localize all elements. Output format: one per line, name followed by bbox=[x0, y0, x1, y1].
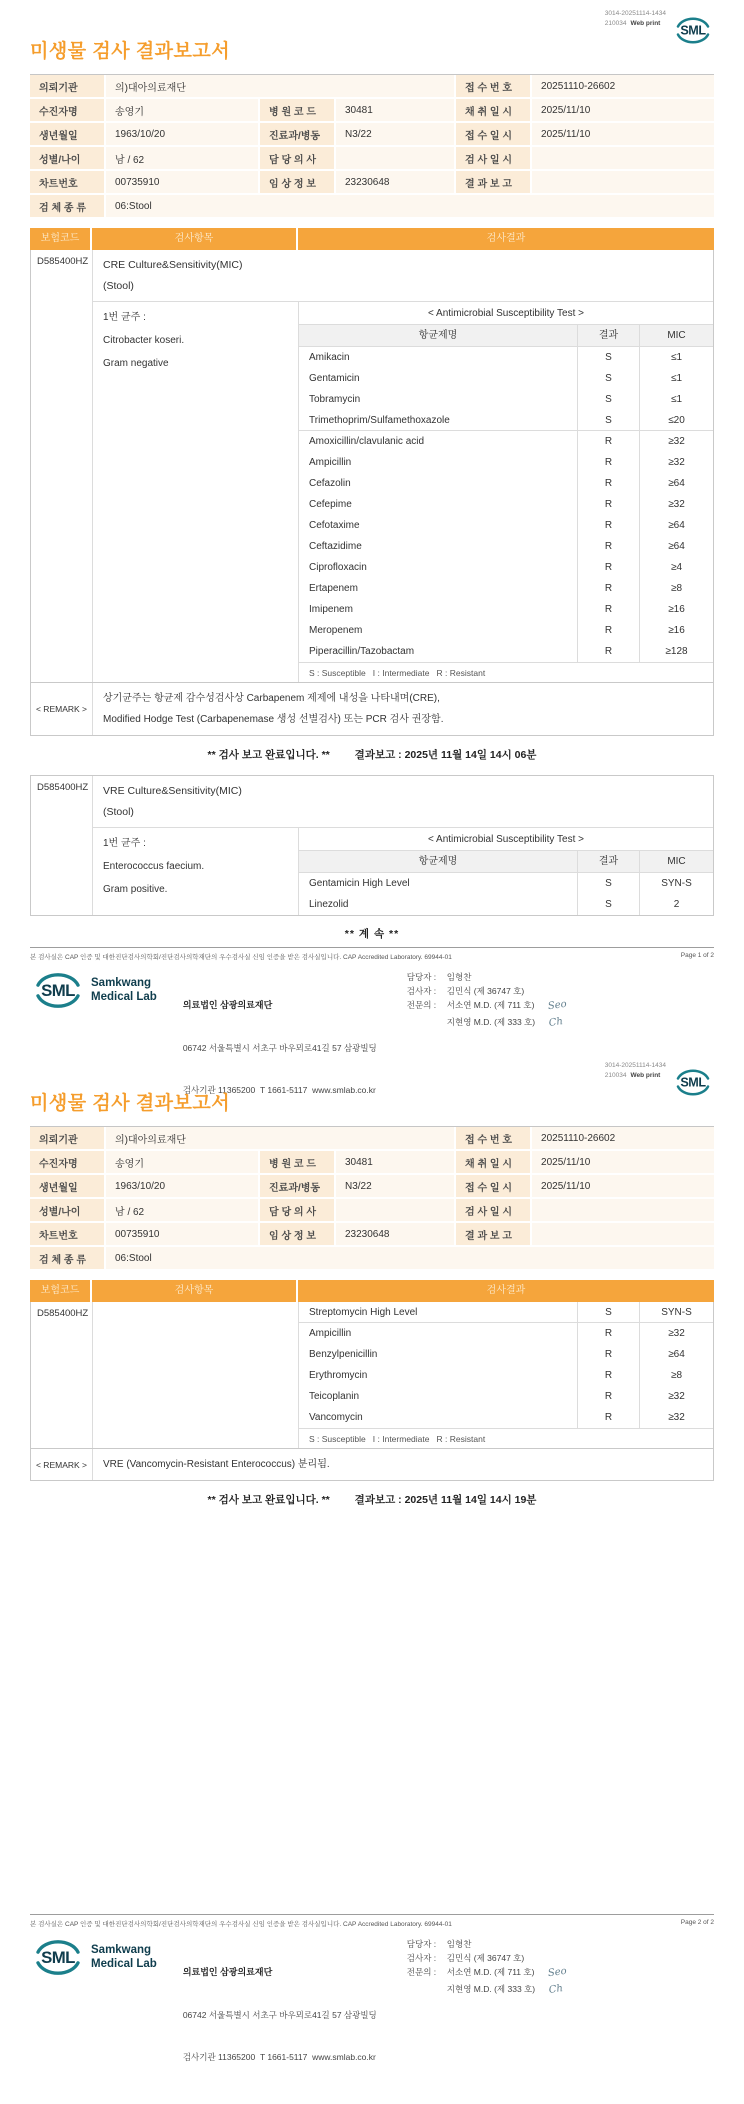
name-label: 수진자명 bbox=[30, 99, 106, 123]
ast-legend: S : Susceptible I : Intermediate R : Resistant bbox=[299, 1428, 713, 1448]
patient-info-table bbox=[30, 75, 714, 219]
lab-contact: 검사기관 11365200 T 1661-5117 www.smlab.co.kr bbox=[182, 1084, 376, 1095]
remark-text: 상기균주는 항균제 감수성검사상 Carbapenem 제제에 내성을 나타내며(CRE), Modified Hodge Test (Carbapenemase 생성 선별검사) 또는 PCR 검사 권장함. bbox=[103, 693, 444, 725]
hospital-code-label: 병 원 코 드 bbox=[260, 1151, 336, 1175]
insurance-code: D585400HZ bbox=[31, 250, 93, 682]
test-name: CRE Culture&Sensitivity(MIC) bbox=[103, 259, 243, 271]
remark-row bbox=[31, 682, 713, 735]
antibiotic-result: R bbox=[577, 473, 639, 494]
patient-row bbox=[30, 99, 714, 123]
antibiotic-name: Trimethoprim/Sulfamethoxazole bbox=[309, 415, 450, 426]
name-label: 수진자명 bbox=[30, 1151, 106, 1175]
antibiotic-name: Cefepime bbox=[309, 499, 352, 510]
antibiotic-mic: ≥128 bbox=[639, 641, 713, 662]
antibiotic-mic: ≥16 bbox=[639, 620, 713, 641]
sml-logo-icon bbox=[672, 1067, 714, 1103]
svg-text:SML: SML bbox=[680, 1075, 706, 1090]
antibiotic-result: S bbox=[577, 1302, 639, 1323]
birth-label: 생년월일 bbox=[30, 123, 106, 147]
antibiotic-result: R bbox=[577, 599, 639, 620]
tester-name: 김민식 (제 36747 호) bbox=[446, 1953, 525, 1964]
test-dt-label: 검 사 일 시 bbox=[456, 1199, 532, 1223]
ast-table bbox=[299, 302, 713, 682]
cap-accreditation-text: 본 검사실은 CAP 인증 및 대한진단검사의학회/진단검사의학재단의 우수검사실 신임 인증을 받은 검사실입니다. CAP Accredited Laboratory. 69944-01 bbox=[30, 954, 452, 961]
antibiotic-name: Imipenem bbox=[309, 604, 353, 615]
ast-row-list bbox=[299, 873, 713, 915]
birth-value: 1963/10/20 bbox=[106, 1175, 260, 1199]
receipt-no-value: 20251110-26602 bbox=[532, 1127, 714, 1151]
requester-label: 의뢰기관 bbox=[30, 1127, 106, 1151]
dept-label: 진료과/병동 bbox=[260, 123, 336, 147]
ast-row bbox=[299, 894, 713, 915]
patient-row bbox=[30, 1127, 714, 1151]
chart-label: 차트번호 bbox=[30, 1223, 106, 1247]
antibiotic-mic: ≥32 bbox=[639, 1407, 713, 1428]
hospital-code-label: 병 원 코 드 bbox=[260, 99, 336, 123]
lab-org-name: 의료법인 삼광의료재단 bbox=[182, 1000, 273, 1011]
ast-row bbox=[299, 578, 713, 599]
patient-row bbox=[30, 1175, 714, 1199]
clinical-value: 23230648 bbox=[336, 1223, 456, 1247]
antibiotic-result: R bbox=[577, 494, 639, 515]
antibiotic-result: S bbox=[577, 873, 639, 894]
antibiotic-mic: ≤1 bbox=[639, 389, 713, 410]
svg-text:SML: SML bbox=[41, 981, 75, 1001]
section-cre bbox=[30, 250, 714, 736]
ast-row bbox=[299, 431, 713, 452]
antibiotic-result: R bbox=[577, 1386, 639, 1407]
clinical-value: 23230648 bbox=[336, 171, 456, 195]
section-vre-continued bbox=[30, 1302, 714, 1481]
antibiotic-name: Ceftazidime bbox=[309, 541, 362, 552]
test-specimen: (Stool) bbox=[103, 806, 134, 818]
antibiotic-mic: ≤1 bbox=[639, 347, 713, 368]
ast-row bbox=[299, 1365, 713, 1386]
remark-row bbox=[31, 1448, 713, 1480]
antibiotic-mic: SYN-S bbox=[639, 1302, 713, 1323]
report-complete-line: ** 검사 보고 완료입니다. ** 결과보고 : 2025년 11월 14일 14시 06분 bbox=[207, 749, 537, 761]
antibiotic-mic: ≥32 bbox=[639, 452, 713, 473]
antibiotic-result: R bbox=[577, 1344, 639, 1365]
sex-value: 남 / 62 bbox=[106, 147, 260, 171]
signature-2: Ch bbox=[548, 1015, 564, 1029]
antibiotic-name: Linezolid bbox=[309, 899, 349, 910]
divider bbox=[30, 1914, 714, 1915]
antibiotic-name: Amoxicillin/clavulanic acid bbox=[309, 436, 425, 447]
ast-row bbox=[299, 620, 713, 641]
specimen-value: 06:Stool bbox=[106, 195, 714, 219]
patient-row bbox=[30, 1199, 714, 1223]
signature-1: Seo bbox=[547, 998, 568, 1013]
antibiotic-result: R bbox=[577, 557, 639, 578]
hospital-code-value: 30481 bbox=[336, 99, 456, 123]
ast-row bbox=[299, 1407, 713, 1428]
ast-col-name: 항균제명 bbox=[418, 856, 458, 867]
receipt-dt-label: 접 수 일 시 bbox=[456, 123, 532, 147]
receipt-no-label: 접 수 번 호 bbox=[456, 1127, 532, 1151]
report-page-2 bbox=[0, 1052, 744, 2104]
antibiotic-name: Vancomycin bbox=[309, 1412, 363, 1423]
report-label: 결 과 보 고 bbox=[456, 1223, 532, 1247]
antibiotic-result: R bbox=[577, 431, 639, 452]
antibiotic-mic: ≥8 bbox=[639, 1365, 713, 1386]
ast-row bbox=[299, 1386, 713, 1407]
antibiotic-mic: ≥8 bbox=[639, 578, 713, 599]
organism-name: Enterococcus faecium. bbox=[103, 861, 205, 872]
antibiotic-result: S bbox=[577, 389, 639, 410]
sex-label: 성별/나이 bbox=[30, 147, 106, 171]
report-label: 결 과 보 고 bbox=[456, 171, 532, 195]
page-title: 미생물 검사 결과보고서 bbox=[30, 41, 231, 62]
page-header bbox=[30, 1052, 714, 1126]
ast-legend: S : Susceptible I : Intermediate R : Resistant bbox=[299, 662, 713, 682]
print-mode: Web print bbox=[630, 19, 661, 27]
report-time: 결과보고 : 2025년 11월 14일 14시 06분 bbox=[354, 749, 537, 761]
col-insurance-code: 보험코드 bbox=[30, 1280, 92, 1302]
section-vre bbox=[30, 775, 714, 916]
patient-info-table bbox=[30, 1127, 714, 1271]
print-code bbox=[605, 1061, 666, 1081]
antibiotic-name: Ampicillin bbox=[309, 457, 352, 468]
specialist-1: 서소연 M.D. (제 711 호) bbox=[446, 1967, 535, 1978]
chart-value: 00735910 bbox=[106, 171, 260, 195]
patient-row bbox=[30, 75, 714, 99]
antibiotic-mic: ≥32 bbox=[639, 1386, 713, 1407]
receipt-dt-label: 접 수 일 시 bbox=[456, 1175, 532, 1199]
collect-label: 채 취 일 시 bbox=[456, 99, 532, 123]
page-title: 미생물 검사 결과보고서 bbox=[30, 1093, 231, 1114]
ast-row-list bbox=[299, 347, 713, 662]
antibiotic-name: Cefotaxime bbox=[309, 520, 360, 531]
continued-line: ** 계 속 ** bbox=[344, 928, 400, 940]
receipt-no-value: 20251110-26602 bbox=[532, 75, 714, 99]
test-dt-value bbox=[532, 147, 714, 171]
print-code-line2: 210034 Web print bbox=[604, 19, 661, 27]
ast-table bbox=[299, 828, 713, 915]
antibiotic-name: Ciprofloxacin bbox=[309, 562, 367, 573]
hospital-code-value: 30481 bbox=[336, 1151, 456, 1175]
ast-col-result: 결과 bbox=[577, 851, 639, 873]
antibiotic-result: R bbox=[577, 515, 639, 536]
antibiotic-name: Teicoplanin bbox=[309, 1391, 360, 1402]
ast-row bbox=[299, 536, 713, 557]
brand-name-1: Samkwang bbox=[91, 977, 152, 990]
gram-stain: Gram negative bbox=[103, 358, 169, 369]
sex-value: 남 / 62 bbox=[106, 1199, 260, 1223]
antibiotic-name: Erythromycin bbox=[309, 1370, 368, 1381]
doctor-value bbox=[336, 147, 456, 171]
antibiotic-mic: SYN-S bbox=[639, 873, 713, 894]
test-title bbox=[93, 250, 713, 301]
antibiotic-name: Benzylpenicillin bbox=[309, 1349, 378, 1360]
patient-row bbox=[30, 1223, 714, 1247]
antibiotic-mic: ≥32 bbox=[639, 494, 713, 515]
remark-label: < REMARK > bbox=[31, 683, 93, 735]
test-name: VRE Culture&Sensitivity(MIC) bbox=[103, 785, 242, 797]
ast-header bbox=[299, 325, 713, 347]
antibiotic-result: R bbox=[577, 620, 639, 641]
brand-name-2: Medical Lab bbox=[91, 990, 157, 1003]
name-value: 송영기 bbox=[106, 1151, 260, 1175]
report-complete-line: ** 검사 보고 완료입니다. ** 결과보고 : 2025년 11월 14일 14시 19분 bbox=[207, 1494, 537, 1506]
antibiotic-mic: ≥64 bbox=[639, 1344, 713, 1365]
report-value bbox=[532, 1223, 714, 1247]
col-test-item: 검사항목 bbox=[92, 1280, 298, 1302]
ast-row bbox=[299, 599, 713, 620]
page-header bbox=[30, 0, 714, 74]
dept-value: N3/22 bbox=[336, 123, 456, 147]
sml-logo-icon bbox=[672, 15, 714, 51]
organism-info bbox=[93, 302, 299, 682]
requester-value: 의)대아의료재단 bbox=[106, 75, 456, 99]
organism-info bbox=[93, 828, 299, 915]
sml-logo-footer bbox=[30, 970, 157, 1011]
test-dt-label: 검 사 일 시 bbox=[456, 147, 532, 171]
result-table-header bbox=[30, 1280, 714, 1302]
antibiotic-name: Ampicillin bbox=[309, 1328, 352, 1339]
specialist-2: 지현영 M.D. (제 333 호) bbox=[446, 1983, 536, 1994]
ast-title: < Antimicrobial Susceptibility Test > bbox=[299, 828, 713, 851]
print-mode: Web print bbox=[630, 1071, 661, 1079]
specialist-2: 지현영 M.D. (제 333 호) bbox=[446, 1016, 536, 1027]
requester-label: 의뢰기관 bbox=[30, 75, 106, 99]
ast-row bbox=[299, 452, 713, 473]
sex-label: 성별/나이 bbox=[30, 1199, 106, 1223]
ast-row bbox=[299, 494, 713, 515]
name-value: 송영기 bbox=[106, 99, 260, 123]
ast-row bbox=[299, 410, 713, 431]
receipt-dt-value: 2025/11/10 bbox=[532, 1175, 714, 1199]
page-footer bbox=[30, 1914, 714, 2092]
doctor-label: 담 당 의 사 bbox=[260, 147, 336, 171]
brand-name-1: Samkwang bbox=[91, 1944, 152, 1957]
antibiotic-result: S bbox=[577, 368, 639, 389]
patient-row bbox=[30, 171, 714, 195]
divider bbox=[30, 947, 714, 948]
cap-accreditation-text: 본 검사실은 CAP 인증 및 대한진단검사의학회/진단검사의학재단의 우수검사실 신임 인증을 받은 검사실입니다. CAP Accredited Laboratory. 69944-01 bbox=[30, 1921, 452, 1928]
print-code-line1: 3014-20251114-1434 bbox=[604, 10, 666, 17]
antibiotic-mic: ≤20 bbox=[639, 410, 713, 431]
sml-logo-footer bbox=[30, 1937, 157, 1978]
lab-address: 06742 서울특별시 서초구 바우뫼로41길 57 삼광빌딩 bbox=[182, 2009, 377, 2020]
insurance-code: D585400HZ bbox=[31, 776, 93, 915]
ast-header bbox=[299, 851, 713, 873]
ast-col-mic: MIC bbox=[639, 325, 713, 347]
collect-value: 2025/11/10 bbox=[532, 1151, 714, 1175]
ast-row bbox=[299, 557, 713, 578]
birth-value: 1963/10/20 bbox=[106, 123, 260, 147]
patient-row bbox=[30, 1247, 714, 1271]
staff-info: 담당자 : 임형찬 검사자 : 김민식 (제 36747 호) 전문의 : 서소연 M.D. (제 711 호) Seo 지현영 M.D. (제 333 호) Ch bbox=[407, 1937, 567, 1998]
chart-label: 차트번호 bbox=[30, 171, 106, 195]
ast-col-result: 결과 bbox=[577, 325, 639, 347]
antibiotic-mic: ≤1 bbox=[639, 368, 713, 389]
lab-org-name: 의료법인 삼광의료재단 bbox=[182, 1967, 273, 1978]
requester-value: 의)대아의료재단 bbox=[106, 1127, 456, 1151]
print-code-line2: 210034 Web print bbox=[604, 1071, 661, 1079]
clinical-label: 임 상 정 보 bbox=[260, 171, 336, 195]
strain-label: 1번 균주 : bbox=[103, 838, 146, 849]
ast-row bbox=[299, 873, 713, 894]
sml-logo-text: SML bbox=[680, 23, 706, 38]
collect-label: 채 취 일 시 bbox=[456, 1151, 532, 1175]
antibiotic-name: Streptomycin High Level bbox=[309, 1307, 418, 1318]
insurance-code: D585400HZ bbox=[31, 1302, 93, 1448]
ast-col-name: 항균제명 bbox=[418, 330, 458, 341]
antibiotic-result: R bbox=[577, 1323, 639, 1344]
antibiotic-mic: 2 bbox=[639, 894, 713, 915]
lab-info bbox=[183, 1937, 377, 2092]
gram-stain: Gram positive. bbox=[103, 884, 168, 895]
col-test-item: 검사항목 bbox=[92, 228, 298, 250]
signature-2: Ch bbox=[548, 1982, 564, 1996]
ast-col-mic: MIC bbox=[639, 851, 713, 873]
receipt-dt-value: 2025/11/10 bbox=[532, 123, 714, 147]
test-specimen: (Stool) bbox=[103, 280, 134, 292]
ast-row bbox=[299, 1302, 713, 1323]
manager-name: 임형찬 bbox=[446, 972, 472, 982]
report-value bbox=[532, 171, 714, 195]
patient-row bbox=[30, 123, 714, 147]
col-insurance-code: 보험코드 bbox=[30, 228, 92, 250]
antibiotic-result: R bbox=[577, 536, 639, 557]
ast-table bbox=[299, 1302, 713, 1448]
print-code bbox=[605, 9, 666, 29]
antibiotic-name: Piperacillin/Tazobactam bbox=[309, 646, 415, 657]
patient-row bbox=[30, 147, 714, 171]
ast-row bbox=[299, 368, 713, 389]
chart-value: 00735910 bbox=[106, 1223, 260, 1247]
patient-row bbox=[30, 1151, 714, 1175]
strain-label: 1번 균주 : bbox=[103, 312, 146, 323]
result-table-header bbox=[30, 228, 714, 250]
antibiotic-name: Amikacin bbox=[309, 352, 350, 363]
col-test-result: 검사결과 bbox=[486, 1285, 526, 1296]
test-dt-value bbox=[532, 1199, 714, 1223]
specimen-label: 검 체 종 류 bbox=[30, 1247, 106, 1271]
antibiotic-mic: ≥4 bbox=[639, 557, 713, 578]
dept-value: N3/22 bbox=[336, 1175, 456, 1199]
antibiotic-mic: ≥64 bbox=[639, 515, 713, 536]
ast-row bbox=[299, 389, 713, 410]
col-test-result: 검사결과 bbox=[486, 233, 526, 244]
dept-label: 진료과/병동 bbox=[260, 1175, 336, 1199]
specimen-label: 검 체 종 류 bbox=[30, 195, 106, 219]
svg-text:SML: SML bbox=[41, 1948, 75, 1968]
ast-title: < Antimicrobial Susceptibility Test > bbox=[299, 302, 713, 325]
page-number: Page 2 of 2 bbox=[680, 1919, 714, 1926]
page-number: Page 1 of 2 bbox=[680, 952, 714, 959]
collect-value: 2025/11/10 bbox=[532, 99, 714, 123]
specialist-1: 서소연 M.D. (제 711 호) bbox=[446, 1000, 535, 1011]
antibiotic-result: S bbox=[577, 347, 639, 368]
lab-address: 06742 서울특별시 서초구 바우뫼로41길 57 삼광빌딩 bbox=[182, 1042, 377, 1053]
antibiotic-result: R bbox=[577, 1407, 639, 1428]
antibiotic-name: Cefazolin bbox=[309, 478, 351, 489]
antibiotic-name: Gentamicin bbox=[309, 373, 360, 384]
ast-row bbox=[299, 1323, 713, 1344]
remark-text: VRE (Vancomycin-Resistant Enterococcus) 분리됨. bbox=[103, 1459, 330, 1470]
antibiotic-result: R bbox=[577, 641, 639, 662]
staff-info: 담당자 : 임형찬 검사자 : 김민식 (제 36747 호) 전문의 : 서소연 M.D. (제 711 호) Seo 지현영 M.D. (제 333 호) Ch bbox=[407, 970, 567, 1031]
antibiotic-result: R bbox=[577, 1365, 639, 1386]
signature-1: Seo bbox=[547, 1965, 568, 1980]
ast-row-list bbox=[299, 1302, 713, 1428]
receipt-no-label: 접 수 번 호 bbox=[456, 75, 532, 99]
antibiotic-result: R bbox=[577, 578, 639, 599]
doctor-value bbox=[336, 1199, 456, 1223]
antibiotic-name: Meropenem bbox=[309, 625, 363, 636]
manager-name: 임형찬 bbox=[446, 1939, 472, 1949]
antibiotic-mic: ≥64 bbox=[639, 473, 713, 494]
doctor-label: 담 당 의 사 bbox=[260, 1199, 336, 1223]
antibiotic-name: Ertapenem bbox=[309, 583, 358, 594]
antibiotic-result: S bbox=[577, 410, 639, 431]
antibiotic-result: S bbox=[577, 894, 639, 915]
antibiotic-mic: ≥16 bbox=[639, 599, 713, 620]
tester-name: 김민식 (제 36747 호) bbox=[446, 986, 525, 997]
lab-contact: 검사기관 11365200 T 1661-5117 www.smlab.co.kr bbox=[182, 2051, 376, 2062]
antibiotic-name: Tobramycin bbox=[309, 394, 361, 405]
brand-name-2: Medical Lab bbox=[91, 1957, 157, 1970]
antibiotic-name: Gentamicin High Level bbox=[309, 878, 410, 889]
birth-label: 생년월일 bbox=[30, 1175, 106, 1199]
ast-row bbox=[299, 515, 713, 536]
patient-row bbox=[30, 195, 714, 219]
specimen-value: 06:Stool bbox=[106, 1247, 714, 1271]
print-code-line1: 3014-20251114-1434 bbox=[604, 1062, 666, 1069]
antibiotic-mic: ≥32 bbox=[639, 431, 713, 452]
organism-info-empty bbox=[93, 1302, 299, 1448]
antibiotic-mic: ≥64 bbox=[639, 536, 713, 557]
ast-row bbox=[299, 347, 713, 368]
ast-row bbox=[299, 1344, 713, 1365]
ast-row bbox=[299, 473, 713, 494]
remark-label: < REMARK > bbox=[31, 1449, 93, 1480]
clinical-label: 임 상 정 보 bbox=[260, 1223, 336, 1247]
test-title bbox=[93, 776, 713, 827]
antibiotic-result: R bbox=[577, 452, 639, 473]
report-time: 결과보고 : 2025년 11월 14일 14시 19분 bbox=[354, 1494, 537, 1506]
ast-row bbox=[299, 641, 713, 662]
organism-name: Citrobacter koseri. bbox=[103, 335, 185, 346]
antibiotic-mic: ≥32 bbox=[639, 1323, 713, 1344]
